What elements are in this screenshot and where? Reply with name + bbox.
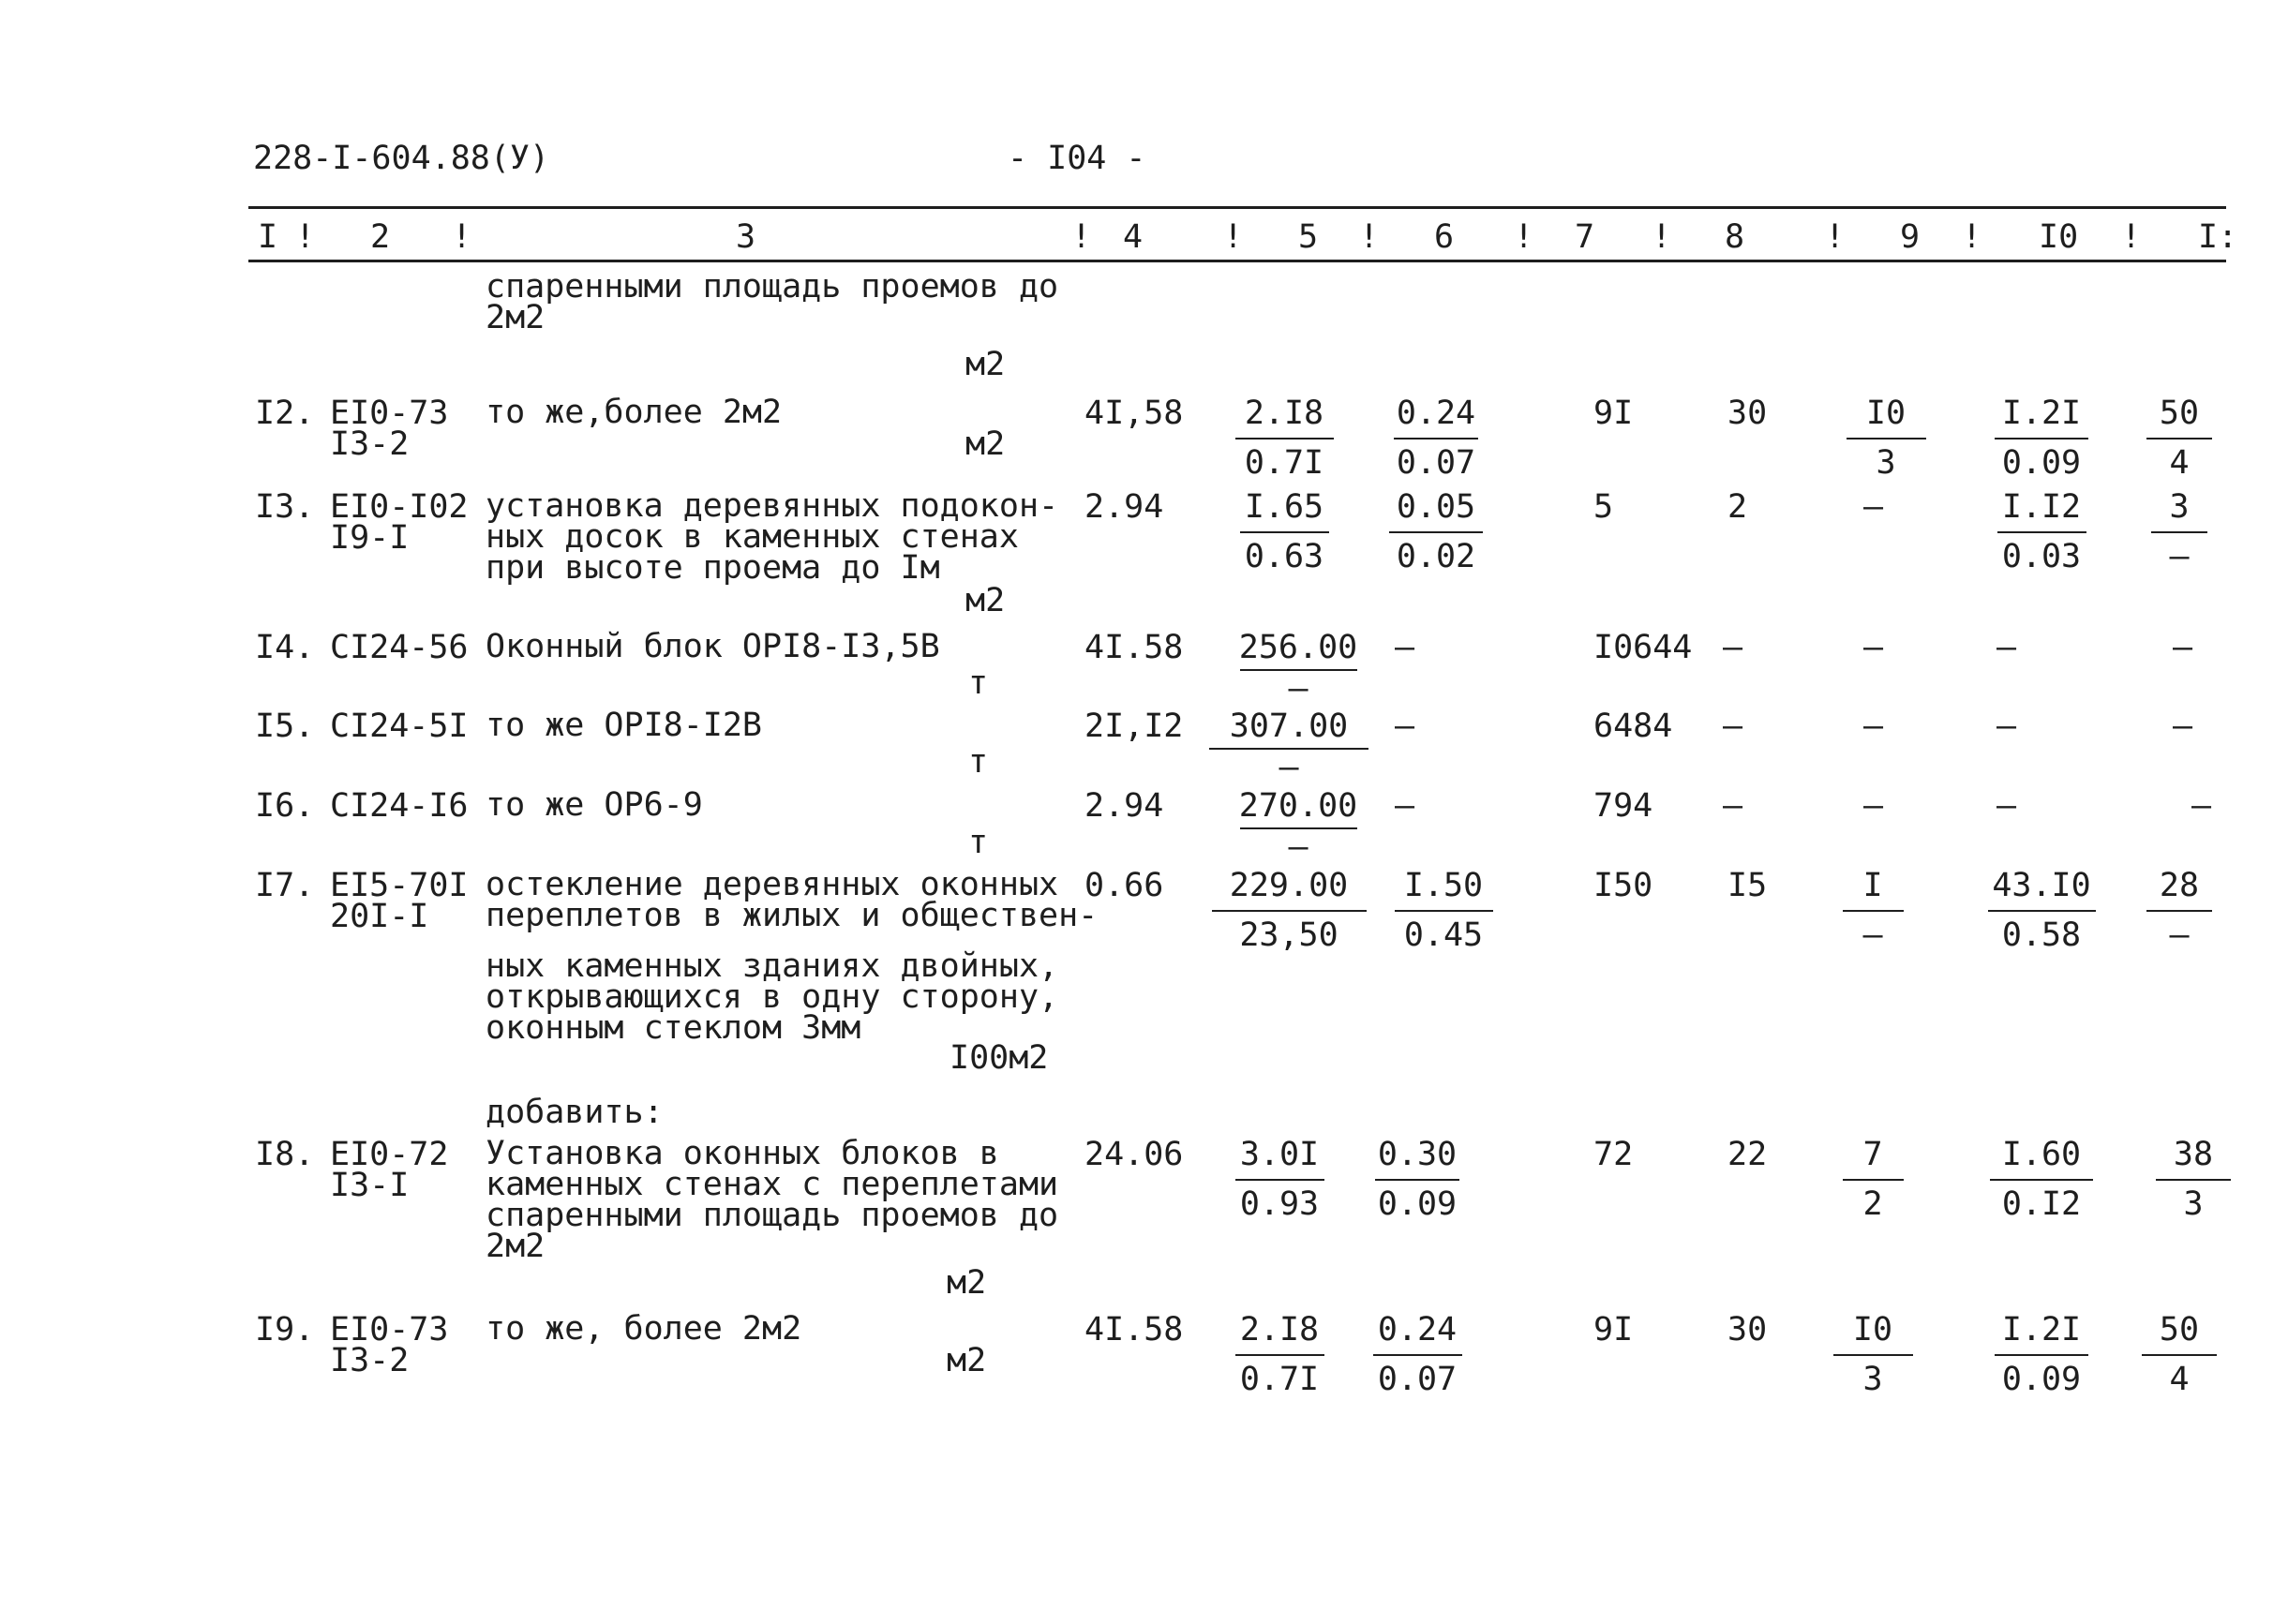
- col-separator: !: [1071, 218, 1092, 256]
- row-col5: 270.00 –: [1238, 787, 1358, 866]
- row-col7: 794: [1593, 787, 1653, 825]
- row-unit: м2: [965, 582, 1006, 619]
- row-description: остекление деревянных оконных переплетов в жилых и обществен-: [486, 866, 1099, 934]
- row-quantity: 2.94: [1084, 488, 1164, 526]
- row-col10: –: [1996, 708, 2017, 745]
- row-number: I8.: [255, 1136, 315, 1173]
- row-col9: –: [1863, 629, 1884, 666]
- row-code: EI0-72: [330, 1136, 449, 1173]
- row-number: I5.: [255, 708, 315, 745]
- row-number: I4.: [255, 629, 315, 666]
- row-col6: 0.30 0.09: [1338, 1139, 1497, 1221]
- document-code: 228-I-604.88(У): [253, 140, 550, 177]
- row-col8: 22: [1727, 1136, 1768, 1173]
- col-separator: !: [295, 218, 316, 256]
- row-code-sub: I9-I: [330, 519, 410, 557]
- row-col9: I0 3: [1793, 1314, 1952, 1396]
- row-description: то же, более 2м2: [486, 1310, 802, 1348]
- col-header-1: I: [258, 218, 278, 256]
- row-col7: 5: [1593, 488, 1614, 526]
- row-code: CI24-56: [330, 629, 469, 666]
- row-col7: 6484: [1593, 708, 1673, 745]
- row-col11: 38 3: [2114, 1139, 2273, 1221]
- row-col11: –: [2173, 708, 2193, 745]
- col-separator: !: [1825, 218, 1846, 256]
- col-separator: !: [1223, 218, 1244, 256]
- col-header-2: 2: [370, 218, 391, 256]
- row-unit: т: [968, 743, 989, 781]
- row-col5: 3.0I 0.93: [1200, 1139, 1359, 1221]
- row-col10: 43.I0 0.58: [1962, 870, 2121, 952]
- row-col8: –: [1723, 708, 1743, 745]
- row-number: I6.: [255, 787, 315, 825]
- row-col10: –: [1996, 787, 2017, 825]
- row-description: то же ОР6-9: [486, 786, 703, 824]
- col-header-8: 8: [1725, 218, 1745, 256]
- row-col5: 2.I8 0.7I: [1200, 1314, 1359, 1396]
- row-col8: –: [1723, 629, 1743, 666]
- row-description: то же ОРI8-I2В: [486, 707, 763, 744]
- col-header-11: I:: [2198, 218, 2238, 256]
- row-code: EI0-73: [330, 395, 449, 432]
- row-quantity: 24.06: [1084, 1136, 1184, 1173]
- row-code: EI5-70I: [330, 867, 469, 904]
- row-quantity: 0.66: [1084, 867, 1164, 904]
- row-col11: –: [2173, 629, 2193, 666]
- row-description: Оконный блок ОРI8-I3,5В: [486, 628, 940, 665]
- row-col6: –: [1395, 629, 1415, 666]
- row-code-sub: 20I-I: [330, 898, 429, 935]
- row-quantity: 4I.58: [1084, 1311, 1184, 1348]
- row-quantity: 4I,58: [1084, 395, 1184, 432]
- row-col9: –: [1863, 488, 1884, 526]
- row-col5: 307.00 –: [1209, 710, 1368, 784]
- row-col6: 0.05 0.02: [1356, 491, 1516, 574]
- row-code: EI0-I02: [330, 488, 469, 526]
- row-col5: 229.00 23,50: [1209, 870, 1368, 952]
- row-description: спаренными площадь проемов до 2м2: [486, 268, 1059, 336]
- row-col8: –: [1723, 787, 1743, 825]
- col-header-6: 6: [1434, 218, 1455, 256]
- row-col10: I.2I 0.09: [1962, 397, 2121, 480]
- row-unit: м2: [947, 1264, 987, 1302]
- row-col6: I.50 0.45: [1364, 870, 1523, 952]
- col-header-5: 5: [1298, 218, 1319, 256]
- col-separator: !: [2121, 218, 2142, 256]
- row-description: Установка оконных блоков в каменных стенах с переплетами спаренными площадь проемов до 2м2: [486, 1135, 1059, 1265]
- row-number: I9.: [255, 1311, 315, 1348]
- row-code-sub: I3-2: [330, 425, 410, 463]
- row-col10: –: [1996, 629, 2017, 666]
- row-col11: 50 4: [2100, 1314, 2259, 1396]
- row-unit: м2: [947, 1342, 987, 1379]
- row-unit: м2: [965, 346, 1006, 383]
- col-header-4: 4: [1123, 218, 1144, 256]
- add-section-label: добавить:: [486, 1094, 664, 1131]
- row-description-continued: ных каменных зданиях двойных, открывающихся в одну сторону, оконным стеклом 3мм: [486, 947, 1059, 1047]
- row-col11: 50 4: [2100, 397, 2259, 480]
- table-top-rule: [248, 206, 2226, 209]
- row-quantity: 4I.58: [1084, 629, 1184, 666]
- col-separator: !: [1359, 218, 1380, 256]
- row-code: CI24-I6: [330, 787, 469, 825]
- row-code: CI24-5I: [330, 708, 469, 745]
- row-code: EI0-73: [330, 1311, 449, 1348]
- row-col9: –: [1863, 708, 1884, 745]
- row-unit: I00м2: [950, 1039, 1049, 1077]
- col-separator: !: [1514, 218, 1534, 256]
- col-separator: !: [452, 218, 472, 256]
- row-col7: 9I: [1593, 1311, 1634, 1348]
- row-col6: 0.24 0.07: [1338, 1314, 1497, 1396]
- row-code-sub: I3-2: [330, 1342, 410, 1379]
- row-code-sub: I3-I: [330, 1167, 410, 1204]
- row-col9: I0 3: [1806, 397, 1966, 480]
- row-col8: 30: [1727, 395, 1768, 432]
- col-separator: !: [1962, 218, 1982, 256]
- row-quantity: 2.94: [1084, 787, 1164, 825]
- row-col10: I.60 0.I2: [1962, 1139, 2121, 1221]
- row-col9: I –: [1793, 870, 1952, 952]
- row-col5: I.65 0.63: [1204, 491, 1364, 574]
- row-col8: I5: [1727, 867, 1768, 904]
- row-quantity: 2I,I2: [1084, 708, 1184, 745]
- row-col5: 2.I8 0.7I: [1204, 397, 1364, 480]
- row-col6: –: [1395, 787, 1415, 825]
- row-description: установка деревянных подокон- ных досок в каменных стенах при высоте проема до Iм: [486, 487, 1059, 587]
- row-number: I7.: [255, 867, 315, 904]
- row-description: то же,более 2м2: [486, 394, 783, 431]
- row-col8: 30: [1727, 1311, 1768, 1348]
- row-unit: м2: [965, 425, 1006, 463]
- col-header-9: 9: [1900, 218, 1921, 256]
- row-number: I2.: [255, 395, 315, 432]
- col-header-7: 7: [1575, 218, 1595, 256]
- row-unit: т: [968, 824, 989, 861]
- table-header-rule: [248, 260, 2226, 262]
- row-col9: –: [1863, 787, 1884, 825]
- col-header-10: I0: [2039, 218, 2079, 256]
- col-separator: !: [1652, 218, 1672, 256]
- row-col11: 3 –: [2100, 491, 2259, 574]
- row-number: I3.: [255, 488, 315, 526]
- row-col9: 7 2: [1793, 1139, 1952, 1221]
- row-col6: –: [1395, 708, 1415, 745]
- row-col11: 28 –: [2100, 870, 2259, 952]
- row-col5: 256.00 –: [1238, 629, 1358, 708]
- col-header-3: 3: [736, 218, 756, 256]
- row-col11: –: [2191, 787, 2212, 825]
- row-col7: I0644: [1593, 629, 1693, 666]
- row-col8: 2: [1727, 488, 1748, 526]
- row-col10: I.I2 0.03: [1962, 491, 2121, 574]
- page-number: - I04 -: [1008, 140, 1146, 177]
- row-col7: I50: [1593, 867, 1653, 904]
- row-col7: 9I: [1593, 395, 1634, 432]
- row-col7: 72: [1593, 1136, 1634, 1173]
- row-unit: т: [968, 664, 989, 702]
- row-col6: 0.24 0.07: [1356, 397, 1516, 480]
- row-col10: I.2I 0.09: [1962, 1314, 2121, 1396]
